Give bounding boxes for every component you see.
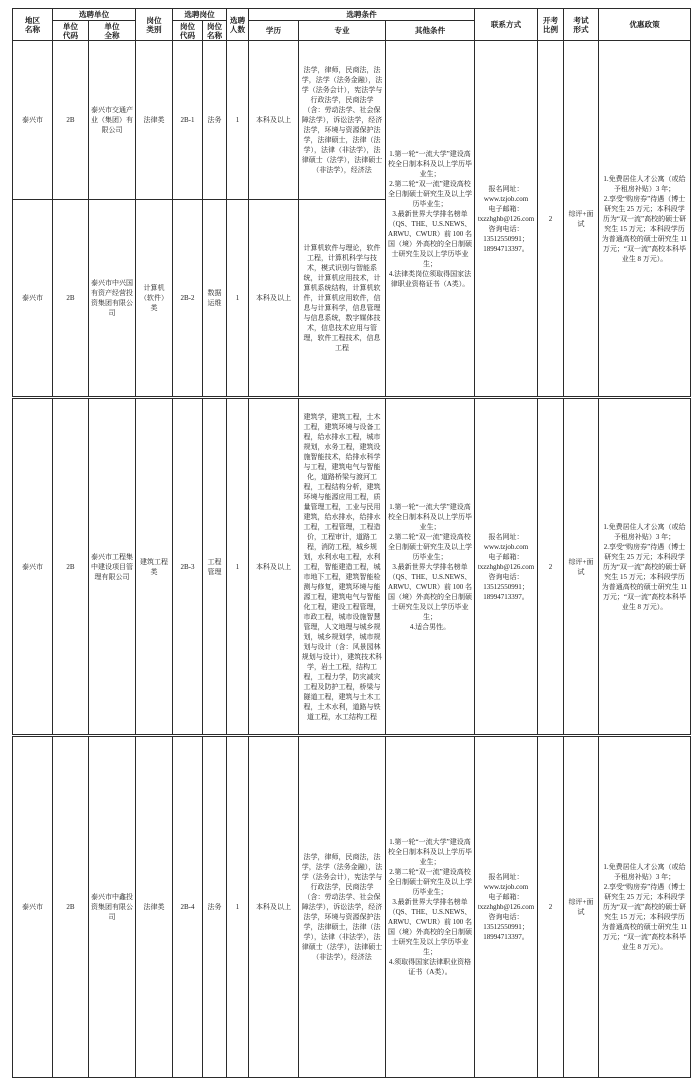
cell-post-code: 2B-4 bbox=[173, 736, 203, 1078]
condition-item: 1.第一轮“一流大学”建设高校全日制本科及以上学历毕业生； bbox=[388, 149, 473, 178]
contact-website: 报名网址：www.tzjob.com bbox=[483, 873, 529, 891]
header-ratio-label: 开考比例 bbox=[542, 15, 559, 34]
contact-email: 电子邮箱：txzzhghb@126.com bbox=[477, 552, 535, 571]
contact-email: 电子邮箱：txzzhghb@126.com bbox=[477, 893, 535, 911]
cell-unit-code: 2B bbox=[53, 736, 89, 1078]
policy-item: 2.享受“购房券”待遇（博士研究生 25 万元；本科段学历为“双一流”高校的硕士研究生 15 万元；本科段学历为普通高校的硕士研究生 11 万元；“双一流”高校本科毕业生 8 万元）。 bbox=[601, 194, 688, 263]
cell-post-category: 计算机（软件）类 bbox=[136, 200, 173, 398]
header-post-name-label: 岗位名称 bbox=[206, 21, 223, 40]
cell-ratio: 2 bbox=[538, 398, 564, 736]
cell-post-name: 数据运维 bbox=[203, 200, 227, 398]
cell-post-code: 2B-1 bbox=[173, 41, 203, 200]
cell-post-name: 法务 bbox=[203, 736, 227, 1078]
cell-unit-code: 2B bbox=[53, 200, 89, 398]
header-ratio bbox=[538, 9, 564, 41]
header-post-category-label: 岗位类别 bbox=[146, 15, 162, 34]
cell-exam: 综评+面试 bbox=[564, 736, 599, 1078]
cell-contact bbox=[475, 41, 538, 398]
cell-unit-name: 泰兴市中鑫投资集团有限公司 bbox=[89, 736, 136, 1078]
cell-policy bbox=[599, 398, 691, 736]
cell-post-category: 建筑工程类 bbox=[136, 398, 173, 736]
cell-region: 泰兴市 bbox=[13, 200, 53, 398]
condition-item: 3.最新世界大学排名榜单（QS、THE、U.S.NEWS、ARWU、CWUR）前 100 名国（境）外高校的全日制硕士研究生及以上学历毕业生； bbox=[388, 209, 473, 268]
cell-education: 本科及以上 bbox=[249, 200, 299, 398]
cell-exam: 综评+面试 bbox=[564, 398, 599, 736]
policy-item: 1.免费居住人才公寓（或给予租房补贴）3 年； bbox=[603, 522, 686, 541]
header-unit-name-label: 单位全称 bbox=[104, 21, 120, 40]
cell-contact bbox=[475, 736, 538, 1078]
cell-unit-name: 泰兴市中兴国有资产经营投资集团有限公司 bbox=[89, 200, 136, 398]
cell-headcount: 1 bbox=[227, 41, 249, 200]
policy-item: 2.享受“购房券”待遇（博士研究生 25 万元；本科段学历为“双一流”高校的硕士研究生 15 万元；本科段学历为普通高校的硕士研究生 11 万元；“双一流”高校本科毕业生 8 万元）。 bbox=[601, 883, 688, 951]
cell-other-conditions bbox=[386, 41, 475, 398]
contact-phone: 咨询电话：13512550991；18994713397。 bbox=[483, 224, 529, 253]
cell-post-category: 法律类 bbox=[136, 41, 173, 200]
condition-item: 4.法律类岗位须取得国家法律职业资格证书（A类）。 bbox=[388, 269, 472, 288]
cell-exam: 综评+面试 bbox=[564, 41, 599, 398]
recruitment-table bbox=[12, 8, 691, 1078]
table-row bbox=[13, 398, 691, 736]
cell-headcount: 1 bbox=[227, 398, 249, 736]
contact-phone: 咨询电话：13512550991；18994713397。 bbox=[483, 572, 529, 601]
header-post-code-label: 岗位代码 bbox=[179, 21, 196, 40]
condition-item: 2.第二轮“双一流”建设高校全日制硕士研究生及以上学历毕业生； bbox=[388, 532, 473, 561]
condition-item: 1.第一轮“一流大学”建设高校全日制本科及以上学历毕业生； bbox=[388, 838, 473, 866]
cell-unit-name: 泰兴市交通产业（集团）有限公司 bbox=[89, 41, 136, 200]
condition-item: 4.须取得国家法律职业资格证书（A类）。 bbox=[388, 958, 472, 976]
cell-post-category: 法律类 bbox=[136, 736, 173, 1078]
header-unit-code-label: 单位代码 bbox=[62, 21, 79, 40]
table-row bbox=[13, 736, 691, 1078]
header-headcount bbox=[227, 9, 249, 41]
contact-website: 报名网址：www.tzjob.com bbox=[483, 184, 529, 203]
cell-region: 泰兴市 bbox=[13, 398, 53, 736]
cell-post-code: 2B-2 bbox=[173, 200, 203, 398]
cell-region: 泰兴市 bbox=[13, 736, 53, 1078]
header-exam bbox=[564, 9, 599, 41]
cell-policy bbox=[599, 736, 691, 1078]
header-unit-code bbox=[53, 21, 89, 41]
cell-major: 法学，律师，民商法，法学，法学（法务金融），法学（法务会计），宪法学与行政法学，民商法学（含：劳动法学、社会保障法学），诉讼法学，经济法学，环境与资源保护法学，法律硕士，法律（法学），法律（非法学），法律硕士（法学），法律硕士（非法学），经济法 bbox=[299, 41, 386, 200]
cell-major: 建筑学，建筑工程，土木工程，建筑环境与设备工程，给水排水工程，城市规划，水务工程，建筑设施智能技术，给排水科学与工程，建筑电气与智能化，道路桥梁与渡河工程，工程结构分析，建筑环境与能源应用工程，质量管理工程，工业与民用建筑，给水排水，给排水工程，工程管理，工程造价，工程审计，道路工程，消防工程，城乡规划，水利水电工程，水利工程，智能建造工程，城市地下工程，建筑智能检测与修复，建筑环境与能源工程，建筑电气与智能化工程，建设工程管理，市政工程，城市设施智慧管理，人文地理与城乡规划，城乡规划学，城市规划与设计（含：风景园林规划与设计），建筑技术科学，岩土工程，结构工程，工程力学，防灾减灾工程及防护工程，桥梁与隧道工程，建筑与土木工程，土木水利，道路与铁道工程，水工结构工程 bbox=[299, 398, 386, 736]
cell-unit-code: 2B bbox=[53, 41, 89, 200]
condition-item: 4.适合男性。 bbox=[409, 622, 451, 631]
header-post-name bbox=[203, 21, 227, 41]
header-headcount-label: 选聘人数 bbox=[229, 15, 246, 34]
header-other: 其他条件 bbox=[386, 21, 475, 41]
header-education: 学历 bbox=[249, 21, 299, 41]
header-policy: 优惠政策 bbox=[599, 9, 691, 41]
cell-post-name: 法务 bbox=[203, 41, 227, 200]
cell-education: 本科及以上 bbox=[249, 736, 299, 1078]
header-contact: 联系方式 bbox=[475, 9, 538, 41]
cell-ratio: 2 bbox=[538, 736, 564, 1078]
policy-item: 1.免费居住人才公寓（或给予租房补贴）3 年； bbox=[603, 174, 686, 193]
cell-education: 本科及以上 bbox=[249, 398, 299, 736]
header-conditions: 选聘条件 bbox=[249, 9, 475, 21]
cell-education: 本科及以上 bbox=[249, 41, 299, 200]
condition-item: 3.最新世界大学排名榜单（QS、THE、U.S.NEWS、ARWU、CWUR）前 100 名国（境）外高校的全日制硕士研究生及以上学历毕业生； bbox=[388, 562, 473, 621]
header-unit-name bbox=[89, 21, 136, 41]
policy-item: 2.享受“购房券”待遇（博士研究生 25 万元；本科段学历为“双一流”高校的硕士研究生 15 万元；本科段学历为普通高校的硕士研究生 11 万元；“双一流”高校本科毕业生 8 万元）。 bbox=[601, 542, 688, 611]
contact-phone: 咨询电话：13512550991；18994713397。 bbox=[483, 913, 529, 941]
cell-headcount: 1 bbox=[227, 736, 249, 1078]
condition-item: 2.第二轮“双一流”建设高校全日制硕士研究生及以上学历毕业生； bbox=[388, 868, 473, 896]
header-region bbox=[13, 9, 53, 41]
cell-headcount: 1 bbox=[227, 200, 249, 398]
contact-website: 报名网址：www.tzjob.com bbox=[483, 532, 529, 551]
cell-other-conditions bbox=[386, 736, 475, 1078]
cell-other-conditions bbox=[386, 398, 475, 736]
table-row bbox=[13, 41, 691, 200]
header-post: 选聘岗位 bbox=[173, 9, 227, 21]
cell-major: 计算机软件与理论，软件工程，计算机科学与技术，模式识别与智能系统，计算机应用技术，计算机系统结构，计算机软件，计算机应用软件，信息与计算科学，信息管理与信息系统，数字媒体技术，信息技术应用与管理，软件工程技术，信息工程 bbox=[299, 200, 386, 398]
cell-unit-code: 2B bbox=[53, 398, 89, 736]
cell-post-code: 2B-3 bbox=[173, 398, 203, 736]
header-unit: 选聘单位 bbox=[53, 9, 136, 21]
cell-ratio: 2 bbox=[538, 41, 564, 398]
cell-contact bbox=[475, 398, 538, 736]
contact-email: 电子邮箱：txzzhghb@126.com bbox=[477, 204, 535, 223]
cell-major: 法学，律师，民商法，法学，法学（法务金融），法学（法务会计），宪法学与行政法学，民商法学（含：劳动法学、社会保障法学），诉讼法学，经济法学，环境与资源保护法学，法律硕士，法律（法学），法律（非法学），法律硕士（法学），法律硕士（非法学），经济法 bbox=[299, 736, 386, 1078]
cell-policy bbox=[599, 41, 691, 398]
header-major: 专业 bbox=[299, 21, 386, 41]
cell-post-name: 工程管理 bbox=[203, 398, 227, 736]
condition-item: 1.第一轮“一流大学”建设高校全日制本科及以上学历毕业生； bbox=[388, 502, 473, 531]
header-exam-label: 考试形式 bbox=[573, 15, 589, 34]
cell-unit-name: 泰兴市工程集中建设项目管理有限公司 bbox=[89, 398, 136, 736]
header-row-top bbox=[13, 9, 691, 21]
policy-item: 1.免费居住人才公寓（或给予租房补贴）3 年； bbox=[603, 863, 686, 881]
condition-item: 2.第二轮“双一流”建设高校全日制硕士研究生及以上学历毕业生； bbox=[388, 179, 473, 208]
header-region-label: 地区名称 bbox=[24, 15, 41, 34]
header-post-code bbox=[173, 21, 203, 41]
header-post-category bbox=[136, 9, 173, 41]
condition-item: 3.最新世界大学排名榜单（QS、THE、U.S.NEWS、ARWU、CWUR）前 100 名国（境）外高校的全日制硕士研究生及以上学历毕业生； bbox=[388, 898, 473, 956]
cell-region: 泰兴市 bbox=[13, 41, 53, 200]
